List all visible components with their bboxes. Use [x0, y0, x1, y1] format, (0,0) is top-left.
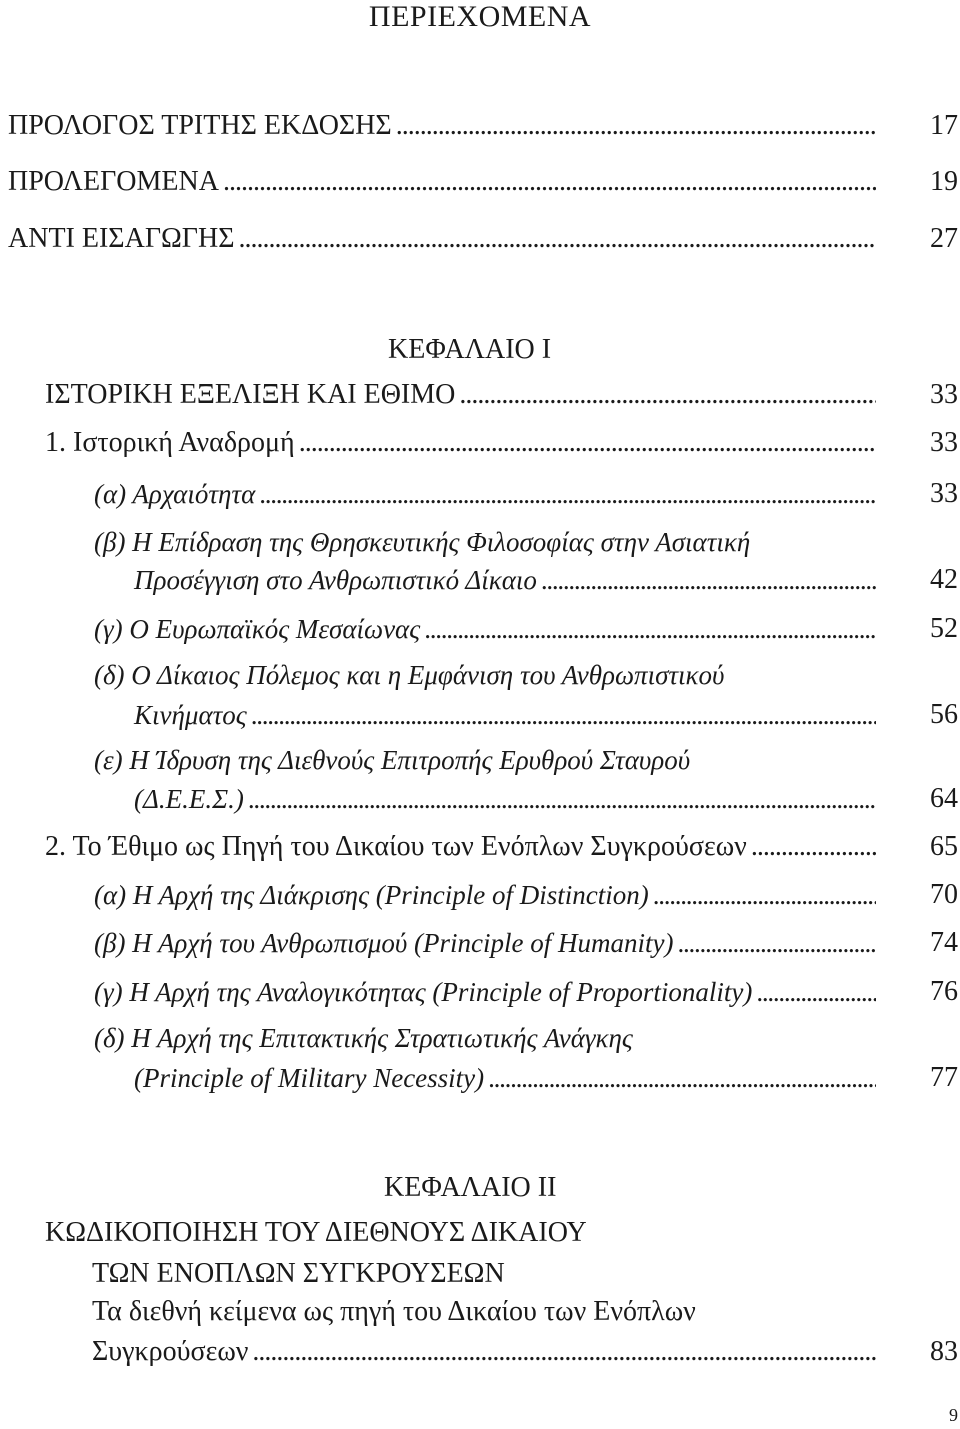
- toc-entry-page: 42: [930, 564, 958, 595]
- toc-entry-label: Προσέγγιση στο Ανθρωπιστικό Δίκαιο: [134, 565, 537, 595]
- toc-entry-label: ΠΡΟΛΟΓΟΣ ΤΡΙΤΗΣ ΕΚΔΟΣΗΣ: [8, 110, 392, 141]
- toc-entry-page: 27: [930, 223, 958, 254]
- toc-entry-page: 83: [930, 1336, 958, 1367]
- page-title: ΠΕΡΙΕΧΟΜΕΝΑ: [368, 0, 592, 33]
- toc-entry-label: Κινήματος: [134, 700, 247, 730]
- toc-entry-page: 33: [930, 379, 958, 410]
- toc-entry-page: 56: [930, 699, 958, 730]
- toc-entry-ch1-s1b[interactable]: [134, 562, 876, 598]
- toc-entry-label: 1. Ιστορική Αναδρομή: [45, 427, 295, 458]
- toc-entry-ch1-s1d[interactable]: [134, 697, 876, 733]
- toc-entry-page: 33: [930, 427, 958, 458]
- toc-entry-label: (β) Η Αρχή του Ανθρωπισμού (Principle of Humanity): [94, 928, 674, 958]
- toc-entry-page: 52: [930, 613, 958, 644]
- toc-entry-label: 2. Το Έθιμο ως Πηγή του Δικαίου των Ενόπλων Συγκρούσεων: [45, 831, 747, 862]
- toc-entry-label: (γ) Η Αρχή της Αναλογικότητας (Principle of Proportionality): [94, 977, 753, 1007]
- toc-entry-ch1-s1b-line1: (β) Η Επίδραση της Θρησκευτικής Φιλοσοφίας στην Ασιατική: [94, 527, 751, 557]
- toc-entry-page: 70: [930, 879, 958, 910]
- toc-entry-page: 77: [930, 1062, 958, 1093]
- toc-entry-label: ΙΣΤΟΡΙΚΗ ΕΞΕΛΙΞΗ ΚΑΙ ΕΘΙΜΟ: [45, 379, 456, 410]
- toc-entry-label: (Δ.Ε.Ε.Σ.): [134, 784, 244, 814]
- toc-entry-ch1-s2c[interactable]: [94, 974, 876, 1010]
- toc-entry-ch1-title[interactable]: [45, 377, 876, 413]
- toc-entry-ch1-s2d-line1: (δ) Η Αρχή της Επιτακτικής Στρατιωτικής Ανάγκης: [94, 1023, 633, 1053]
- toc-entry-page: 33: [930, 478, 958, 509]
- toc-entry-ch1-s2[interactable]: [45, 829, 876, 865]
- toc-entry-label: (α) Η Αρχή της Διάκρισης (Principle of Distinction): [94, 880, 649, 910]
- toc-entry-page: 74: [930, 927, 958, 958]
- toc-entry-label: ΠΡΟΛΕΓΟΜΕΝΑ: [8, 166, 219, 197]
- toc-entry-ch2-s1-line1: Τα διεθνή κείμενα ως πηγή του Δικαίου των Ενόπλων: [92, 1296, 696, 1327]
- toc-entry-page: 76: [930, 976, 958, 1007]
- toc-entry-page: 64: [930, 783, 958, 814]
- page-number: 9: [949, 1405, 958, 1425]
- toc-entry-ch1-s1e-line1: (ε) Η Ίδρυση της Διεθνούς Επιτροπής Ερυθρού Σταυρού: [94, 745, 691, 775]
- toc-entry-page: 19: [930, 166, 958, 197]
- chapter-2-heading: ΚΕΦΑΛΑΙΟ ΙΙ: [384, 1172, 557, 1203]
- toc-entry-ch1-s1e[interactable]: [134, 781, 876, 817]
- toc-entry-label: Συγκρούσεων: [92, 1336, 249, 1367]
- toc-entry-ch1-s1a[interactable]: [94, 476, 876, 512]
- toc-entry-ch1-s1d-line1: (δ) Ο Δίκαιος Πόλεμος και η Εμφάνιση του Ανθρωπιστικού: [94, 660, 725, 690]
- toc-entry-ch1-s1[interactable]: [45, 425, 876, 461]
- toc-entry-introduction[interactable]: [8, 221, 876, 257]
- toc-entry-page: 17: [930, 110, 958, 141]
- toc-entry-label: ΑΝΤΙ ΕΙΣΑΓΩΓΗΣ: [8, 223, 235, 254]
- toc-entry-ch1-s2b[interactable]: [94, 925, 876, 961]
- toc-entry-page: 65: [930, 831, 958, 862]
- toc-entry-label: (γ) Ο Ευρωπαϊκός Μεσαίωνας: [94, 614, 421, 644]
- chapter-2-title-line1: ΚΩΔΙΚΟΠΟΙΗΣΗ ΤΟΥ ΔΙΕΘΝΟΥΣ ΔΙΚΑΙΟΥ: [45, 1217, 587, 1248]
- toc-entry-prologue[interactable]: [8, 108, 876, 144]
- toc-entry-ch1-s2a[interactable]: [94, 877, 876, 913]
- toc-entry-ch1-s1c[interactable]: [94, 611, 876, 647]
- toc-entry-label: (α) Αρχαιότητα: [94, 479, 256, 509]
- toc-entry-ch2-s1[interactable]: [92, 1334, 876, 1370]
- toc-entry-prolegomena[interactable]: [8, 164, 876, 200]
- toc-entry-ch1-s2d[interactable]: [134, 1060, 876, 1096]
- chapter-2-title-line2: ΤΩΝ ΕΝΟΠΛΩΝ ΣΥΓΚΡΟΥΣΕΩΝ: [92, 1258, 505, 1289]
- chapter-1-heading: ΚΕΦΑΛΑΙΟ Ι: [388, 334, 552, 365]
- toc-entry-label: (Principle of Military Necessity): [134, 1063, 485, 1093]
